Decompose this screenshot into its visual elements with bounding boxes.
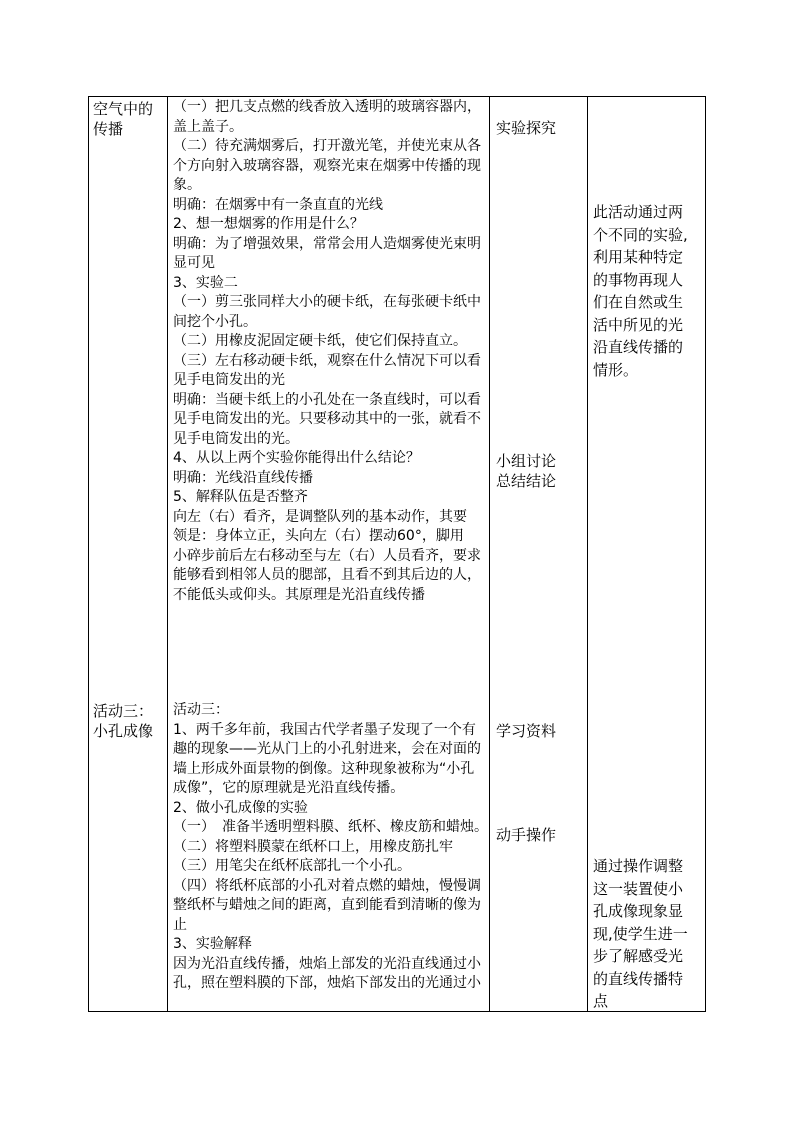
method-line: 总结结论: [496, 472, 557, 490]
intent-line: 步了解感受光: [593, 947, 684, 965]
table-left-border: [88, 96, 89, 1012]
content-line: 3、实验解释: [173, 936, 252, 952]
content-line: 见手电筒发出的光: [173, 372, 285, 388]
content-line: 明确：当硬卡纸上的小孔处在一条直线时，可以看: [173, 391, 481, 408]
content-line: 领是：身体立正，头向左（右）摆动60°，脚用: [173, 528, 464, 544]
content-line: 象。: [173, 177, 201, 193]
content-line: 活动三：: [173, 702, 229, 718]
intent-line: 此活动通过两: [593, 203, 684, 221]
intent-line: 个不同的实验,: [593, 225, 688, 244]
content-line: 1、两千多年前，我国古代学者墨子发现了一个有: [173, 721, 476, 738]
content-line: 不能低头或仰头。其原理是光沿直线传播: [173, 586, 425, 603]
content-line: 能够看到相邻人员的腮部，且看不到其后边的人，: [173, 567, 481, 583]
content-line: 见手电筒发出的光。: [173, 430, 299, 447]
content-line: 3、实验二: [173, 274, 238, 291]
content-line: （二）用橡皮泥固定硬卡纸，使它们保持直立。: [173, 333, 467, 349]
table-right-border: [705, 96, 706, 1012]
intent-line: 们在自然或生: [593, 293, 684, 311]
content-line: 见手电筒发出的光。只要移动其中的一张，就看不: [173, 411, 481, 427]
content-line: （二）将塑料膜蒙在纸杯口上，用橡皮筋扎牢: [173, 838, 453, 855]
content-line: 显可见: [173, 255, 215, 271]
column-divider-3: [587, 96, 588, 1012]
content-line: 5、解释队伍是否整齐: [173, 489, 308, 505]
column-divider-1: [167, 96, 168, 1012]
content-line: （二）待充满烟雾后，打开激光笔，并使光束从各: [173, 138, 481, 154]
content-line: （四）将纸杯底部的小孔对着点燃的蜡烛，慢慢调: [173, 877, 481, 894]
intent-line: 的事物再现人: [593, 270, 684, 289]
content-line: 个方向射入玻璃容器，观察光束在烟雾中传播的现: [173, 157, 481, 174]
content-line: （一）把几支点燃的线香放入透明的玻璃容器内，: [173, 99, 481, 115]
row-label-pinhole: [93, 701, 161, 741]
method-experiment: 实验探究: [496, 119, 557, 137]
content-line: 明确：光线沿直线传播: [173, 469, 313, 486]
intent-line: 孔成像现象显: [593, 902, 684, 920]
content-line: 趣的现象——光从门上的小孔射进来，会在对面的: [173, 741, 481, 757]
intent-propagation: [593, 201, 703, 381]
row-label-line: 活动三：: [93, 702, 154, 720]
content-line: 明确：在烟雾中有一条直直的光线: [173, 196, 383, 213]
content-line: 明确：为了增强效果，常常会用人造烟雾使光束明: [173, 235, 481, 252]
row-label-line: 小孔成像: [93, 722, 154, 740]
intent-line: 的直线传播特: [593, 969, 684, 988]
content-line: 2、做小孔成像的实验: [173, 799, 308, 816]
intent-line: 利用某种特定: [593, 248, 684, 266]
method-hands-on: 动手操作: [496, 826, 557, 844]
content-propagation: [173, 98, 491, 605]
intent-line: 沿直线传播的: [593, 338, 684, 356]
content-line: 止: [173, 916, 187, 933]
intent-line: 这一装置使小: [593, 879, 684, 898]
method-discussion: [496, 451, 588, 491]
intent-line: 现,使学生进一: [593, 924, 688, 943]
content-line: 2、想一想烟雾的作用是什么？: [173, 216, 364, 232]
content-line: 孔，照在塑料膜的下部，烛焰下部发出的光通过小: [173, 975, 481, 991]
intent-pinhole: [593, 855, 703, 1013]
intent-line: 通过操作调整: [593, 857, 684, 875]
content-line: 成像”，它的原理就是光沿直线传播。: [173, 780, 405, 796]
content-line: （三）用笔尖在纸杯底部扎一个小孔。: [173, 858, 411, 874]
lesson-plan-table: [88, 96, 706, 1012]
row-label-line: 传播: [93, 120, 124, 138]
content-line: 盖上盖子。: [173, 118, 243, 135]
row-label-propagation: [93, 99, 161, 139]
content-line: （三）左右移动硬卡纸，观察在什么情况下可以看: [173, 352, 481, 369]
intent-line: 点: [593, 992, 609, 1010]
content-line: （一）剪三张同样大小的硬卡纸，在每张硬卡纸中: [173, 294, 481, 310]
content-pinhole: [173, 701, 491, 994]
content-line: 整纸杯与蜡烛之间的距离，直到能看到清晰的像为: [173, 897, 481, 913]
content-line: 小碎步前后左右移动至与左（右）人员看齐，要求: [173, 547, 481, 564]
intent-line: 活中所见的光: [593, 315, 684, 334]
content-line: 间挖个小孔。: [173, 313, 257, 330]
intent-line: 情形。: [593, 360, 639, 379]
content-line: 墙上形成外面景物的倒像。这种现象被称为“小孔: [173, 760, 475, 777]
method-line: 小组讨论: [496, 452, 557, 470]
content-line: 4、从以上两个实验你能得出什么结论？: [173, 450, 420, 466]
content-line: 因为光沿直线传播，烛焰上部发的光沿直线通过小: [173, 955, 481, 972]
method-materials: 学习资料: [496, 722, 557, 740]
content-line: （一） 准备半透明塑料膜、纸杯、橡皮筋和蜡烛。: [173, 819, 488, 835]
content-line: 向左（右）看齐，是调整队列的基本动作，其要: [173, 508, 467, 525]
row-label-line: 空气中的: [93, 100, 154, 118]
table-top-border: [88, 96, 706, 97]
